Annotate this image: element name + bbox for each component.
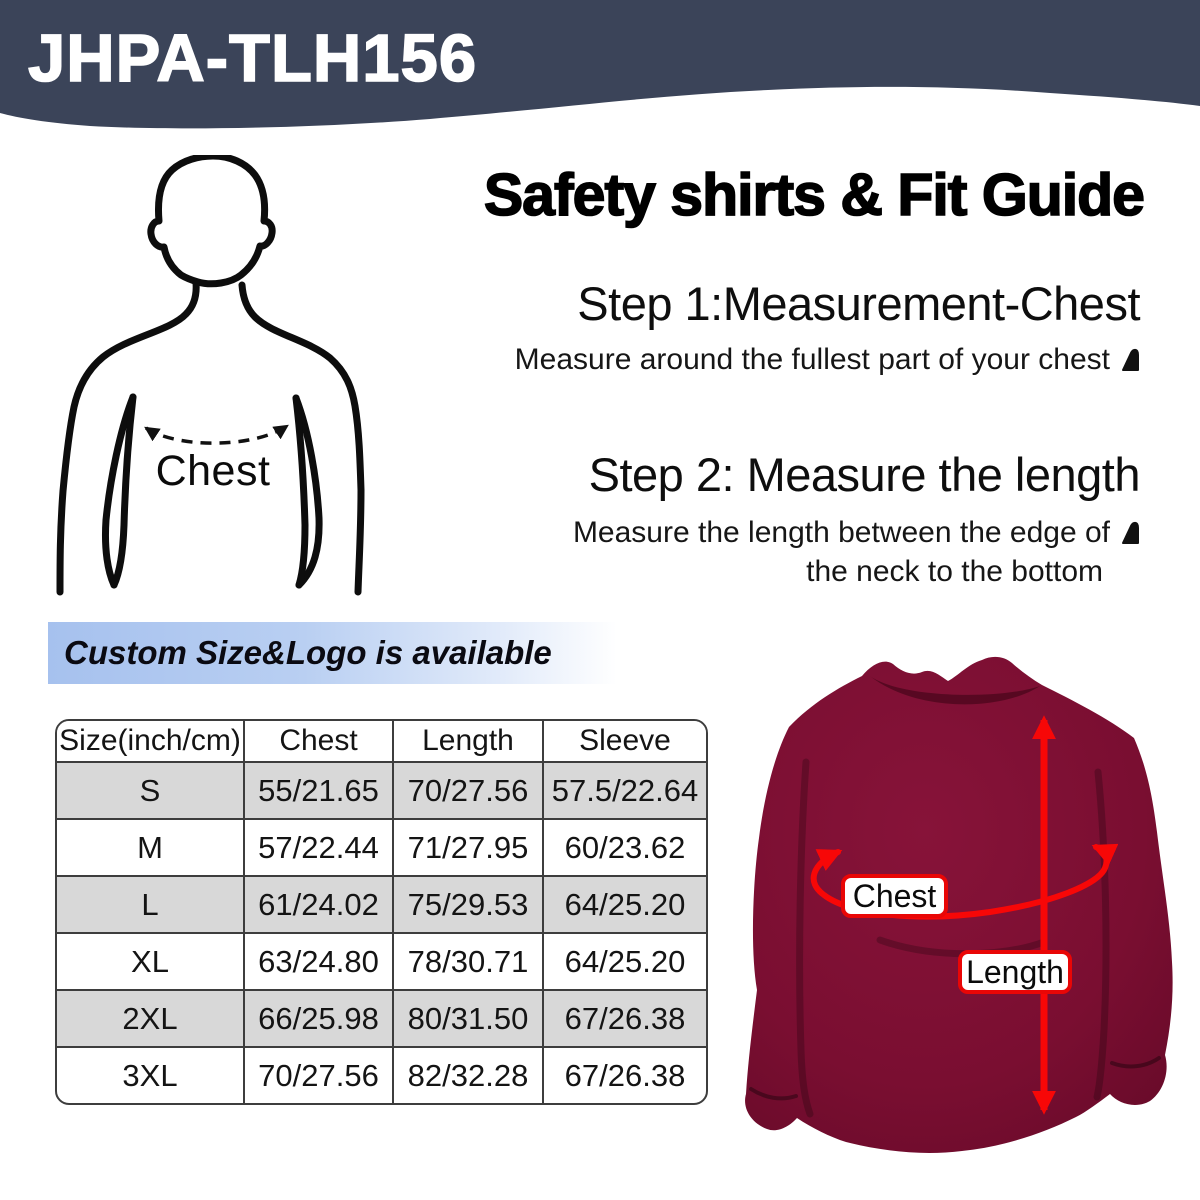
col-header-chest: Chest (244, 721, 393, 762)
cell-chest: 55/21.65 (244, 762, 393, 819)
size-chart (55, 719, 708, 1105)
cell-size: S (57, 762, 244, 819)
cell-length: 75/29.53 (393, 876, 543, 933)
cell-length: 82/32.28 (393, 1047, 543, 1103)
torso-chest-label: Chest (155, 447, 271, 495)
hoodie-length-label-text: Length (966, 953, 1064, 990)
step2-body-line1 (573, 516, 1140, 550)
col-header-length: Length (393, 721, 543, 762)
table-row-l (57, 876, 706, 933)
cell-sleeve: 64/25.20 (543, 876, 706, 933)
cell-chest: 66/25.98 (244, 990, 393, 1047)
size-chart-table (57, 721, 706, 1103)
head-outline (151, 156, 272, 284)
step1-body (515, 343, 1140, 377)
hoodie-figure (720, 640, 1200, 1175)
cell-chest: 57/22.44 (244, 819, 393, 876)
table-row-xl (57, 933, 706, 990)
cell-chest: 70/27.56 (244, 1047, 393, 1103)
cell-chest: 63/24.80 (244, 933, 393, 990)
col-header-size: Size(inch/cm) (57, 721, 244, 762)
chest-dashed-arc (146, 426, 287, 443)
table-row-2xl (57, 990, 706, 1047)
cell-sleeve: 57.5/22.64 (543, 762, 706, 819)
step2-body-line1-text: Measure the length between the edge of (572, 516, 1110, 549)
table-row-m (57, 819, 706, 876)
model-number: JHPA-TLH156 (28, 21, 478, 96)
cell-size: 3XL (57, 1047, 244, 1103)
custom-size-banner-text: Custom Size&Logo is available (64, 634, 552, 671)
step1-heading: Step 1:Measurement-Chest (577, 277, 1140, 330)
cell-size: 2XL (57, 990, 244, 1047)
cell-length: 80/31.50 (393, 990, 543, 1047)
corner-mark-icon (1120, 519, 1140, 545)
cell-length: 70/27.56 (393, 762, 543, 819)
custom-size-banner (48, 622, 617, 684)
hoodie-length-label (958, 950, 1072, 994)
step2-body-line2: the neck to the bottom (806, 555, 1103, 588)
corner-mark-icon (1120, 346, 1140, 372)
cell-sleeve: 60/23.62 (543, 819, 706, 876)
cell-size: L (57, 876, 244, 933)
step1-body-text: Measure around the fullest part of your chest (514, 343, 1110, 376)
cell-sleeve: 67/26.38 (564, 1057, 686, 1093)
cell-chest: 61/24.02 (244, 876, 393, 933)
page-title: Safety shirts & Fit Guide (483, 162, 1144, 228)
step2-heading: Step 2: Measure the length (588, 448, 1140, 501)
cell-size: XL (57, 933, 244, 990)
col-header-sleeve: Sleeve (543, 721, 706, 762)
cell-sleeve: 67/26.38 (543, 990, 706, 1047)
table-row-3xl (57, 1047, 706, 1103)
cell-sleeve: 64/25.20 (543, 933, 706, 990)
cell-size: M (57, 819, 244, 876)
cell-length: 78/30.71 (393, 933, 543, 990)
size-chart-header-row (57, 721, 706, 762)
cell-length: 71/27.95 (393, 819, 543, 876)
torso-figure (50, 155, 385, 600)
table-row-s (57, 762, 706, 819)
hoodie-chest-label-text: Chest (852, 877, 937, 914)
hoodie-chest-label (841, 874, 948, 918)
